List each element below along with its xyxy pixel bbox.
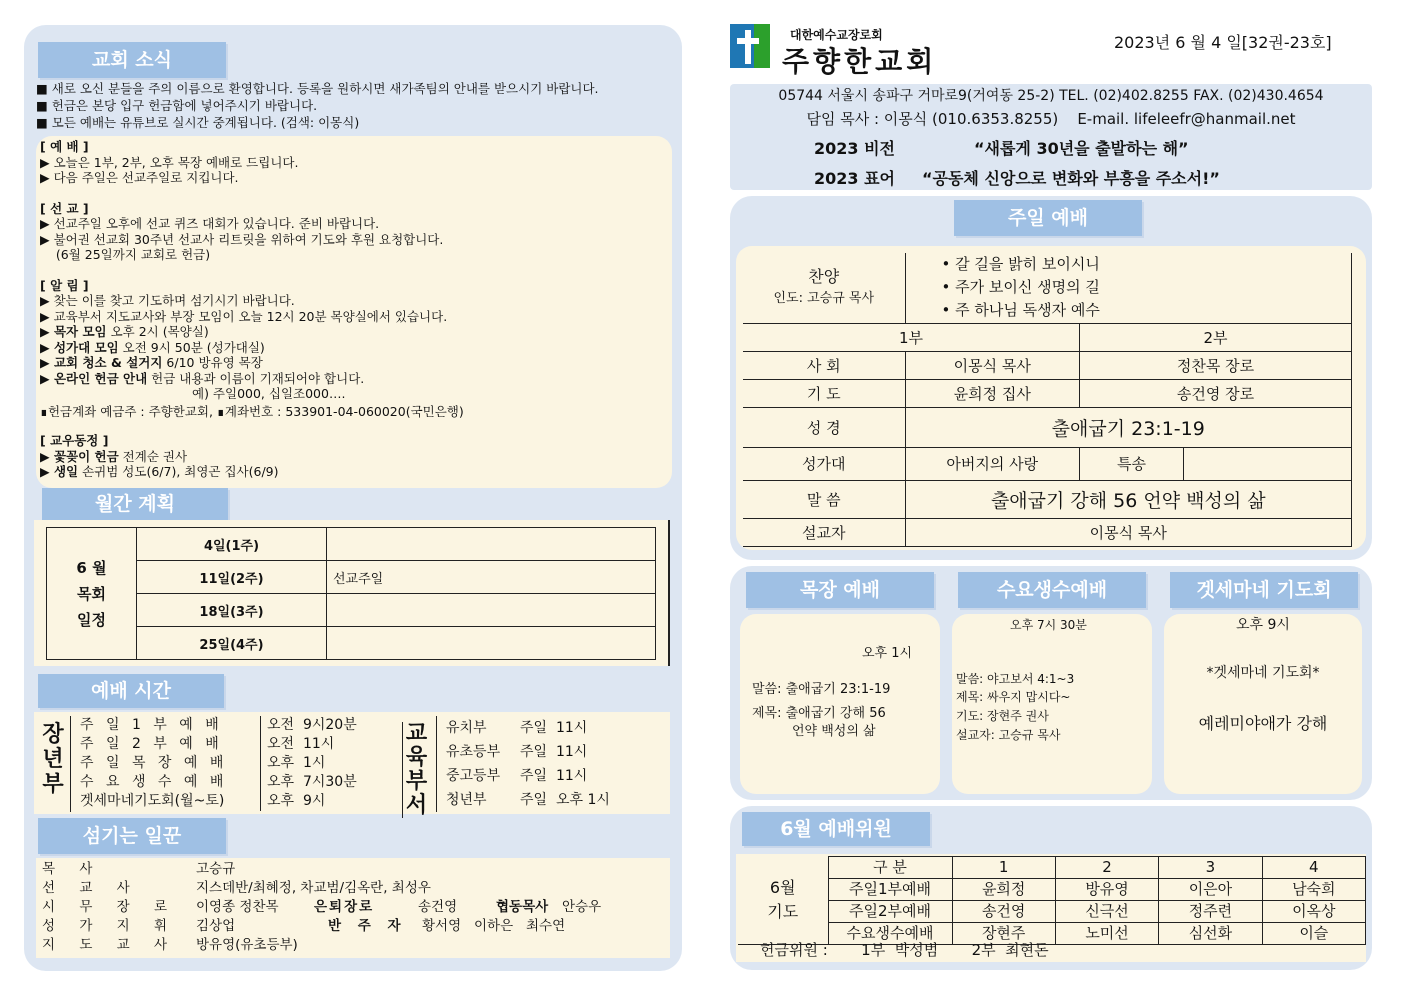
roster-cell: 방유영 [1055, 879, 1158, 901]
notice-label: ▶ 성가대 모임 [40, 339, 119, 355]
church-news-intro [36, 80, 599, 131]
notice-item [40, 324, 464, 340]
roster-header: 1 [952, 857, 1055, 879]
adult-service-list [80, 716, 357, 811]
fellowship-heading: [ 교우동정 ] [40, 433, 109, 448]
notice-text: 오후 2시 (목양실) [106, 324, 209, 339]
roster-cell: 이은아 [1159, 879, 1262, 901]
pastor-contact: 담임 목사 : 이몽식 (010.6353.8255) E-mail. lifeleefr@hanmail.net [806, 110, 1296, 128]
service-row: 겟세마네기도회(월~토) 오후 9시 [80, 793, 326, 809]
roster-service: 수요생수예배 [828, 923, 952, 945]
service-row: 수 요 생 수 예 배 오후 7시30분 [80, 774, 357, 790]
edu-row: 중고등부 주일 11시 [446, 768, 588, 784]
mission-item: ▶ 불어권 선교회 30주년 선교사 리트릿을 위하여 기도와 후원 요청합니다. [40, 231, 444, 247]
motto-label: 2023 표어 [814, 169, 896, 188]
fellowship-text: 손귀범 성도(6/7), 최영곤 집사(6/9) [78, 464, 279, 479]
roster-service: 주일2부예배 [828, 901, 952, 923]
host-label: 사 회 [743, 351, 905, 379]
gethsemane-box [1164, 614, 1362, 794]
schedule-date: 4일(1주) [137, 528, 327, 561]
schedule-date: 18일(3주) [137, 594, 327, 627]
prayer-2bu: 송건영 장로 [1080, 379, 1352, 407]
fellowship-label: ▶ 꽃꽂이 헌금 [40, 448, 119, 464]
notice-label: ▶ 교회 청소 & 설거지 [40, 355, 163, 370]
roster-cell: 신극선 [1055, 901, 1158, 923]
choir-label: 성가대 [743, 447, 905, 480]
mokjang-subject-2: 언약 백성의 삶 [792, 724, 876, 739]
scripture-label: 성 경 [743, 407, 905, 447]
roster-side-label: 6월 기도 [738, 857, 828, 945]
mission-item: ▶ 선교주일 오후에 선교 퀴즈 대회가 있습니다. 준비 바랍니다. [40, 216, 380, 231]
adult-label: 장년부 [42, 722, 64, 797]
edu-bracket [436, 716, 437, 812]
edu-row: 유초등부 주일 11시 [446, 744, 588, 760]
notice-text: 오전 9시 50분 (성가대실) [118, 339, 265, 355]
worker-row: 시 무 장 로 이영종 정찬목 은퇴장로 송건영 협동목사 안승우 [42, 899, 602, 915]
mokjang-title: 목장 예배 [746, 572, 934, 608]
sunday-title: 주일 예배 [954, 200, 1142, 236]
notice-label: ▶ 목자 모임 [40, 324, 107, 339]
praise-song: • 갈 길을 밝히 보이시니 [941, 255, 1100, 274]
bank-account: ∎헌금계좌 예금주 : 주향한교회, ∎계좌번호 : 533901-04-060020(국민은행) [40, 403, 464, 419]
schedule-date: 25일(4주) [137, 627, 327, 660]
host-2bu: 정찬목 장로 [1080, 351, 1352, 379]
sunday-order-table [743, 253, 1352, 547]
mission-heading: [ 선 교 ] [40, 200, 89, 216]
motto-text: “공동체 신앙으로 변화와 부흥을 주소서!” [922, 169, 1220, 188]
church-news-title: 교회 소식 [38, 42, 226, 78]
schedule-event [327, 528, 656, 561]
worker-row: 목 사 고승규 [42, 861, 236, 877]
roster-cell: 윤희정 [952, 879, 1055, 901]
notice-item [40, 340, 464, 356]
vision-text: “새롭게 30년을 출발하는 해” [974, 139, 1189, 158]
roster-header: 구 분 [828, 857, 952, 879]
workers-list [42, 860, 601, 955]
sermon-title: 출애굽기 강해 56 언약 백성의 삶 [905, 480, 1352, 518]
notice-item: ▶ 교육부서 지도교사와 부장 모임이 오늘 12시 20분 목양실에서 있습니다. [40, 308, 448, 324]
roster-cell: 장현주 [952, 923, 1055, 945]
worker-row: 지 도 교 사 방유영(유초등부) [42, 937, 298, 953]
prayer-label: 기 도 [743, 379, 905, 407]
bulletin-date: 2023년 6 월 4 일[32권-23호] [1114, 33, 1332, 52]
service-row: 주 일 1 부 예 배 오전 9시20분 [80, 717, 357, 733]
adult-bracket [70, 716, 76, 812]
wednesday-word: 말씀: 야고보서 4:1~3 [956, 672, 1075, 686]
schedule-side-label: 6 월 목회 일정 [47, 528, 137, 660]
prayer-1bu: 윤희정 집사 [905, 379, 1080, 407]
fellowship-item [40, 449, 464, 465]
preacher: 이몽식 목사 [905, 518, 1352, 546]
praise-songs [905, 253, 1352, 323]
choir-song: 아버지의 사랑 [905, 447, 1080, 480]
roster-cell: 남숙희 [1262, 879, 1365, 901]
edu-label: 교육부서 [402, 722, 430, 818]
roster-header: 3 [1159, 857, 1262, 879]
fellowship-label: ▶ 생일 [40, 464, 79, 479]
schedule-event [327, 627, 656, 660]
roster-service: 주일1부예배 [828, 879, 952, 901]
notice-text: 6/10 방유영 목장 [162, 355, 263, 370]
roster-cell: 이옥상 [1262, 901, 1365, 923]
wednesday-title: 수요생수예배 [958, 572, 1146, 608]
worship-item: ▶ 오늘은 1부, 2부, 오후 목장 예배로 드립니다. [40, 154, 299, 170]
notice-text: 헌금 내용과 이름이 기재되어야 합니다. [147, 370, 365, 386]
church-logo [730, 24, 770, 68]
preacher-label: 설교자 [743, 518, 905, 546]
monthly-schedule-table [46, 527, 656, 660]
church-address: 05744 서울시 송파구 거마로9(거여동 25-2) TEL. (02)402.8255 FAX. (02)430.4654 [778, 88, 1324, 104]
praise-cell: 찬양 인도: 고승규 목사 [743, 253, 905, 323]
wednesday-preacher: 설교자: 고승규 목사 [956, 728, 1061, 742]
mokjang-time: 오후 1시 [862, 646, 913, 661]
roster-header: 2 [1055, 857, 1158, 879]
schedule-date: 11일(2주) [137, 561, 327, 594]
notice-item: ▶ 찾는 이를 찾고 기도하며 섬기시기 바랍니다. [40, 293, 295, 308]
notice-heading: [ 알 림 ] [40, 277, 89, 293]
offering-committee: 헌금위원 : 1부 박성범 2부 최현돈 [760, 941, 1049, 959]
denomination: 대한예수교장로회 [790, 28, 883, 42]
church-news-details [40, 139, 464, 480]
notice-item [40, 371, 464, 387]
gethsemane-study: 예레미야애가 강해 [1198, 714, 1328, 733]
monthly-plan-title: 월간 계획 [42, 488, 228, 520]
roster-cell: 정주련 [1159, 901, 1262, 923]
wednesday-subject: 제목: 싸우지 맙시다~ [956, 690, 1071, 704]
col-2bu: 2부 [1080, 323, 1352, 351]
service-row: 주 일 2 부 예 배 오전 11시 [80, 736, 335, 752]
service-row: 주 일 목 장 예 배 오후 1시 [80, 755, 326, 771]
mokjang-word: 말씀: 출애굽기 23:1-19 [752, 682, 891, 697]
sermon-label: 말 씀 [743, 480, 905, 518]
intro-line: ■ 헌금은 본당 입구 헌금함에 넣어주시기 바랍니다. [36, 98, 318, 113]
schedule-event [327, 594, 656, 627]
intro-line: ■ 모든 예배는 유튜브로 실시간 중계됩니다. (검색: 이몽식) [36, 115, 360, 130]
roster-cell: 노미선 [1055, 923, 1158, 945]
roster-header: 4 [1262, 857, 1365, 879]
scripture: 출애굽기 23:1-19 [905, 407, 1352, 447]
edu-row: 청년부 주일 오후 1시 [446, 792, 610, 808]
worker-row: 성 가 지 휘 김상업 반 주 자 황서영 이하은 최수연 [42, 918, 566, 934]
col-1bu: 1부 [743, 323, 1080, 351]
fellowship-item [40, 464, 464, 480]
special-cell: 특송 [1080, 447, 1352, 480]
intro-line: ■ 새로 오신 분들을 주의 이름으로 환영합니다. 등록을 원하시면 새가족팀의 안내를 받으시기 바랍니다. [36, 81, 599, 96]
mokjang-subject: 제목: 출애굽기 강해 56 [752, 706, 886, 721]
notice-item [40, 355, 464, 371]
wednesday-prayer: 기도: 장현주 권사 [956, 709, 1049, 723]
praise-song: • 주가 보이신 생명의 길 [941, 278, 1100, 297]
workers-title: 섬기는 일꾼 [38, 818, 226, 854]
worship-item: ▶ 다음 주일은 선교주일로 지킵니다. [40, 170, 239, 185]
online-example: 예) 주일000, 십일조000…. [192, 386, 346, 401]
edu-row: 유치부 주일 11시 [446, 720, 588, 736]
roster-cell: 이슬 [1262, 923, 1365, 945]
worship-heading: [ 예 배 ] [40, 139, 89, 154]
roster-table [738, 856, 1366, 945]
praise-song: • 주 하나님 독생자 예수 [941, 301, 1100, 320]
roster-cell: 송건영 [952, 901, 1055, 923]
fellowship-text: 전계순 권사 [118, 448, 188, 464]
gethsemane-title: 겟세마네 기도회 [1170, 572, 1358, 608]
mission-item: (6월 25일까지 교회로 헌금) [40, 247, 211, 262]
roster-title: 6월 예배위원 [742, 812, 930, 846]
worker-row: 선 교 사 지스데반/최혜정, 차교범/김옥란, 최성우 [42, 880, 431, 896]
edu-service-list [446, 716, 610, 812]
church-name: 주향한교회 [782, 45, 938, 78]
wednesday-time: 오후 7시 30분 [1010, 618, 1087, 632]
gethsemane-name: *겟세마네 기도회* [1206, 665, 1320, 681]
roster-cell: 심선화 [1159, 923, 1262, 945]
gethsemane-time: 오후 9시 [1236, 617, 1290, 633]
schedule-event: 선교주일 [327, 561, 656, 594]
service-times-title: 예배 시간 [38, 674, 224, 708]
host-1bu: 이몽식 목사 [905, 351, 1080, 379]
vision-label: 2023 비전 [814, 139, 896, 158]
notice-label: ▶ 온라인 헌금 안내 [40, 370, 148, 386]
